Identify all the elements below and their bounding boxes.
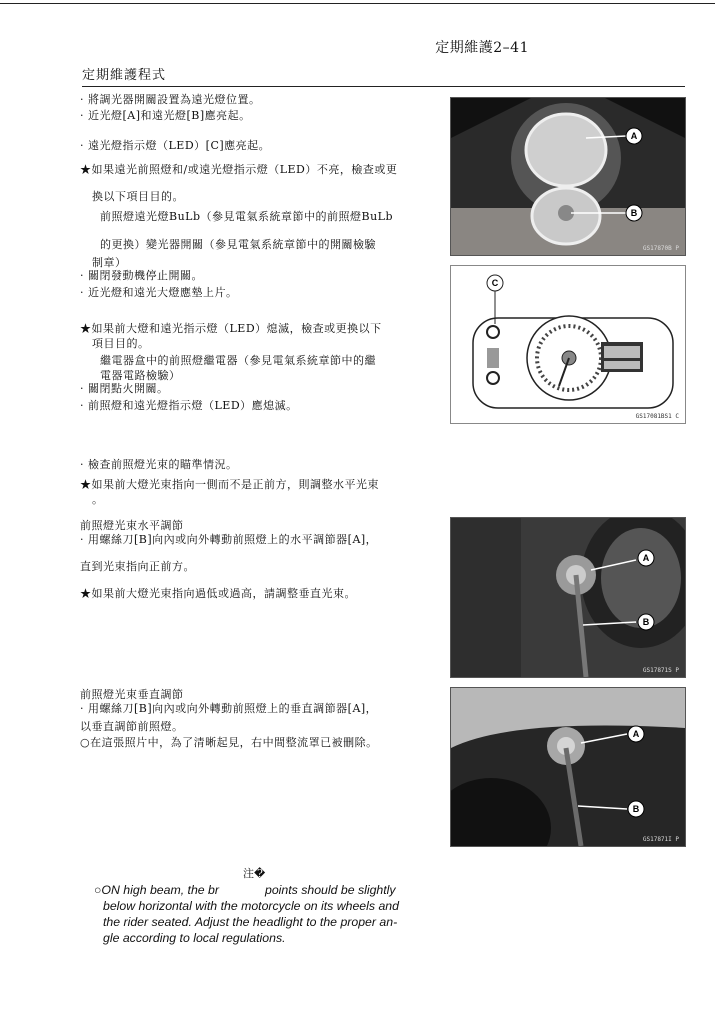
step-text: · 用螺絲刀[B]向內或向外轉動前照燈上的垂直調節器[A]， bbox=[80, 702, 378, 715]
subheading: 前照燈光束水平調節 bbox=[80, 519, 184, 532]
header-rule bbox=[82, 86, 685, 87]
note-line-2: below horizontal with the motorcycle on its wheels and bbox=[103, 899, 399, 913]
step-text: · 近光燈[A]和遠光燈[B]應亮起。 bbox=[80, 109, 251, 122]
callout-a: A bbox=[630, 131, 638, 141]
step-text: · 檢查前照燈光束的瞄準情況。 bbox=[80, 458, 238, 471]
note-line-1 bbox=[94, 882, 444, 898]
note-line-4: gle according to local regulations. bbox=[103, 931, 286, 945]
callout-b: B bbox=[632, 804, 640, 814]
note-line-1b: points should be slightly bbox=[265, 883, 396, 897]
condition-text: ★如果遠光前照燈和/或遠光燈指示燈（LED）不亮，檢查或更 bbox=[80, 163, 398, 176]
step-text: · 前照燈和遠光燈指示燈（LED）應熄滅。 bbox=[80, 399, 298, 412]
horizontal-adjuster-photo bbox=[450, 517, 686, 678]
page-number-header: 定期維護2–41 bbox=[435, 40, 529, 56]
instrument-cluster-figure bbox=[450, 265, 686, 424]
condition-text: ★如果前大燈光束指向過低或過高，請調整垂直光束。 bbox=[80, 587, 356, 600]
figure-code: GS17871S P bbox=[642, 667, 679, 674]
condition-text: ★如果前大燈和遠光指示燈（LED）熄滅，檢查或更換以下 bbox=[80, 322, 382, 335]
item-text: 前照燈遠光燈BuLb（參見電氣系統章節中的前照燈BuLb bbox=[100, 210, 394, 223]
callout-b: B bbox=[630, 208, 638, 218]
callout-b: B bbox=[642, 617, 650, 627]
item-text: 繼電器盒中的前照燈繼電器（參見電氣系統章節中的繼 bbox=[100, 354, 376, 367]
figure-code: GS17870B P bbox=[642, 245, 679, 252]
step-text: 直到光束指向正前方。 bbox=[80, 560, 195, 573]
condition-text: 換以下項目目的。 bbox=[92, 190, 184, 203]
headlight-photo bbox=[450, 97, 686, 256]
step-text: · 用螺絲刀[B]向內或向外轉動前照燈上的水平調節器[A]， bbox=[80, 533, 378, 546]
note-line-3: the rider seated. Adjust the headlight to the proper an- bbox=[103, 915, 398, 929]
step-text: · 近光燈和遠光大燈應墊上片。 bbox=[80, 286, 238, 299]
step-text: · 關閉發動機停止開關。 bbox=[80, 269, 203, 282]
note-text: ○在這張照片中，為了清晰起見，右中間整流罩已被刪除。 bbox=[80, 736, 378, 749]
subheading: 前照燈光束垂直調節 bbox=[80, 688, 184, 701]
figure-code: GS17871I P bbox=[642, 836, 679, 843]
condition-text: 。 bbox=[92, 493, 104, 506]
note-block bbox=[94, 882, 444, 946]
section-title: 定期維護程式 bbox=[82, 68, 167, 83]
step-text: · 將調光器開關設置為遠光燈位置。 bbox=[80, 93, 261, 106]
item-text: 電器電路檢驗） bbox=[100, 369, 181, 382]
step-text: · 關閉點火開關。 bbox=[80, 382, 169, 395]
note-line-1a: ○ON high beam, the br bbox=[94, 883, 219, 897]
vertical-adjuster-photo bbox=[450, 687, 686, 847]
note-heading: 注� bbox=[243, 867, 266, 880]
step-text: · 遠光燈指示燈（LED）[C]應亮起。 bbox=[80, 139, 271, 152]
condition-text: ★如果前大燈光束指向一側而不是正前方，則調整水平光束 bbox=[80, 478, 379, 491]
callout-a: A bbox=[642, 553, 650, 563]
callout-a: A bbox=[632, 729, 640, 739]
top-rule bbox=[0, 3, 715, 4]
item-text: 制章） bbox=[92, 256, 127, 269]
condition-text: 項目目的。 bbox=[92, 337, 150, 350]
figure-code: GS17081BS1 C bbox=[635, 413, 679, 420]
callout-c: C bbox=[491, 278, 499, 288]
step-text: 以垂直調節前照燈。 bbox=[80, 720, 184, 733]
item-text: 的更換）變光器開關（參見電氣系統章節中的開關檢驗 bbox=[100, 238, 376, 251]
